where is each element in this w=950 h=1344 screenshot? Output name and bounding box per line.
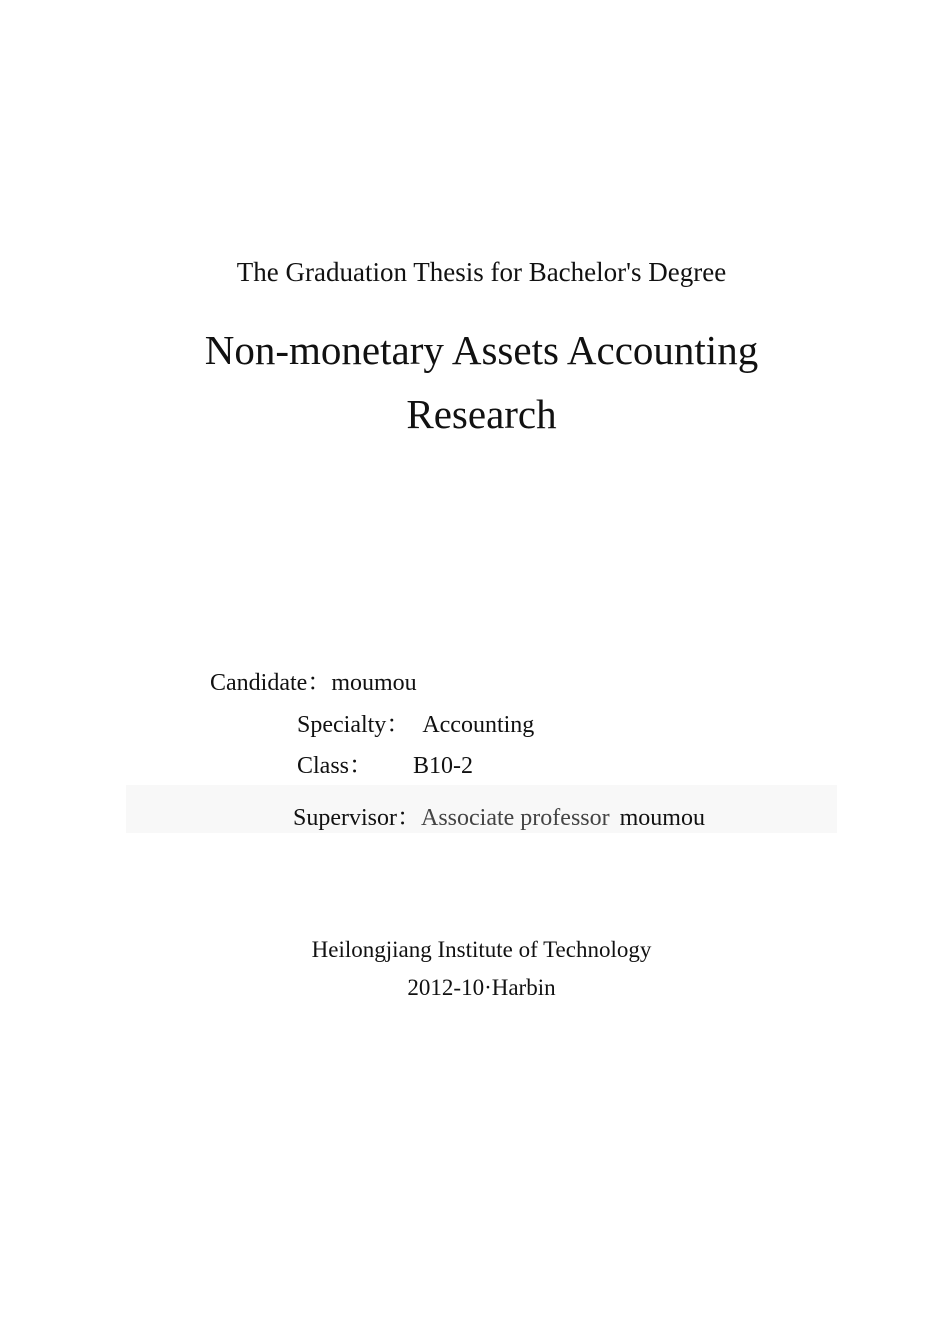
supervisor-row: [293, 797, 705, 832]
class-row: [297, 745, 473, 780]
class-value: B10-2: [413, 753, 474, 779]
candidate-value: moumou: [331, 670, 417, 696]
thesis-title-line-2: Research: [406, 391, 557, 437]
specialty-label: Specialty：: [297, 712, 411, 738]
candidate-label: Candidate：: [210, 670, 332, 696]
supervisor-name: moumou: [619, 805, 705, 831]
date-and-place: 2012-10·Harbin: [407, 975, 556, 1000]
thesis-subtitle: The Graduation Thesis for Bachelor's Degree: [236, 257, 727, 287]
specialty-row: [297, 704, 534, 739]
thesis-title-line-1: Non-monetary Assets Accounting: [204, 327, 759, 373]
specialty-value: Accounting: [422, 712, 535, 738]
class-label: Class：: [297, 753, 374, 779]
institute-name: Heilongjiang Institute of Technology: [311, 937, 652, 962]
supervisor-rank: Associate professor: [421, 805, 610, 831]
candidate-row: [210, 662, 417, 697]
supervisor-label: Supervisor：: [293, 805, 421, 831]
